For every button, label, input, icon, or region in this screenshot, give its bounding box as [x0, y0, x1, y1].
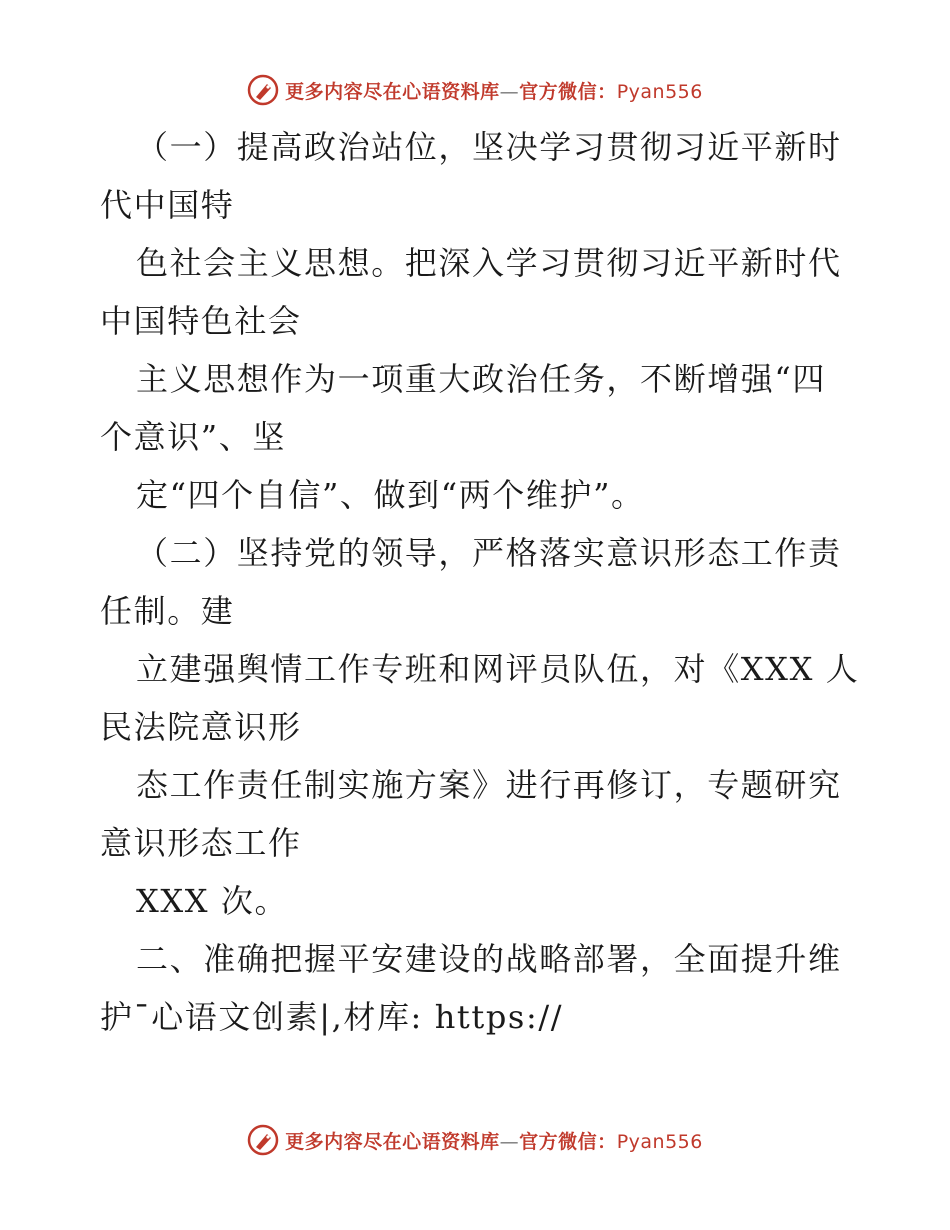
paragraph-line: 护¯心语文创素|,材库: https://: [100, 998, 564, 1036]
footer-watermark-label: 官方微信：: [519, 1130, 617, 1153]
pen-nib-logo-icon: [247, 74, 279, 106]
footer-watermark-banner: [0, 1120, 950, 1160]
paragraph-line: 定“四个自信”、做到“两个维护”。: [136, 476, 645, 514]
paragraph-line: 态工作责任制实施方案》进行再修订，专题研究: [136, 766, 842, 804]
paragraph-line: 意识形态工作: [100, 824, 302, 862]
paragraph-line: 主义思想作为一项重大政治任务，不断增强“四: [136, 360, 826, 398]
paragraph-line: （二）坚持党的领导，严格落实意识形态工作责: [136, 534, 842, 572]
paragraph-line: 代中国特: [100, 186, 235, 224]
paragraph-line: 二、准确把握平安建设的战略部署，全面提升维: [136, 940, 842, 978]
paragraph-line: 个意识”、坚: [100, 418, 286, 456]
paragraph-line: 任制。建: [100, 592, 235, 630]
header-watermark-main: 更多内容尽在心语资料库: [285, 80, 500, 103]
header-watermark-dash: —: [499, 80, 520, 103]
paragraph-line: XXX 次。: [136, 882, 289, 920]
paragraph-line: 民法院意识形: [100, 708, 302, 746]
header-watermark-text: [285, 77, 703, 104]
footer-watermark-main: 更多内容尽在心语资料库: [285, 1130, 500, 1153]
paragraph-line: （一）提高政治站位，坚决学习贯彻习近平新时: [136, 128, 842, 166]
paragraph-line: 中国特色社会: [100, 302, 302, 340]
document-body: [100, 118, 860, 1046]
footer-watermark-text: [285, 1127, 703, 1154]
paragraph-line: 立建强舆情工作专班和网评员队伍，对《XXX 人: [136, 650, 860, 688]
pen-nib-logo-icon: [247, 1124, 279, 1156]
footer-watermark-dash: —: [499, 1130, 520, 1153]
header-watermark-label: 官方微信：: [519, 80, 617, 103]
header-watermark-banner: [0, 70, 950, 110]
paragraph-line: 色社会主义思想。把深入学习贯彻习近平新时代: [136, 244, 842, 282]
footer-watermark-handle: Pyan556: [616, 1130, 703, 1153]
header-watermark-handle: Pyan556: [616, 80, 703, 103]
